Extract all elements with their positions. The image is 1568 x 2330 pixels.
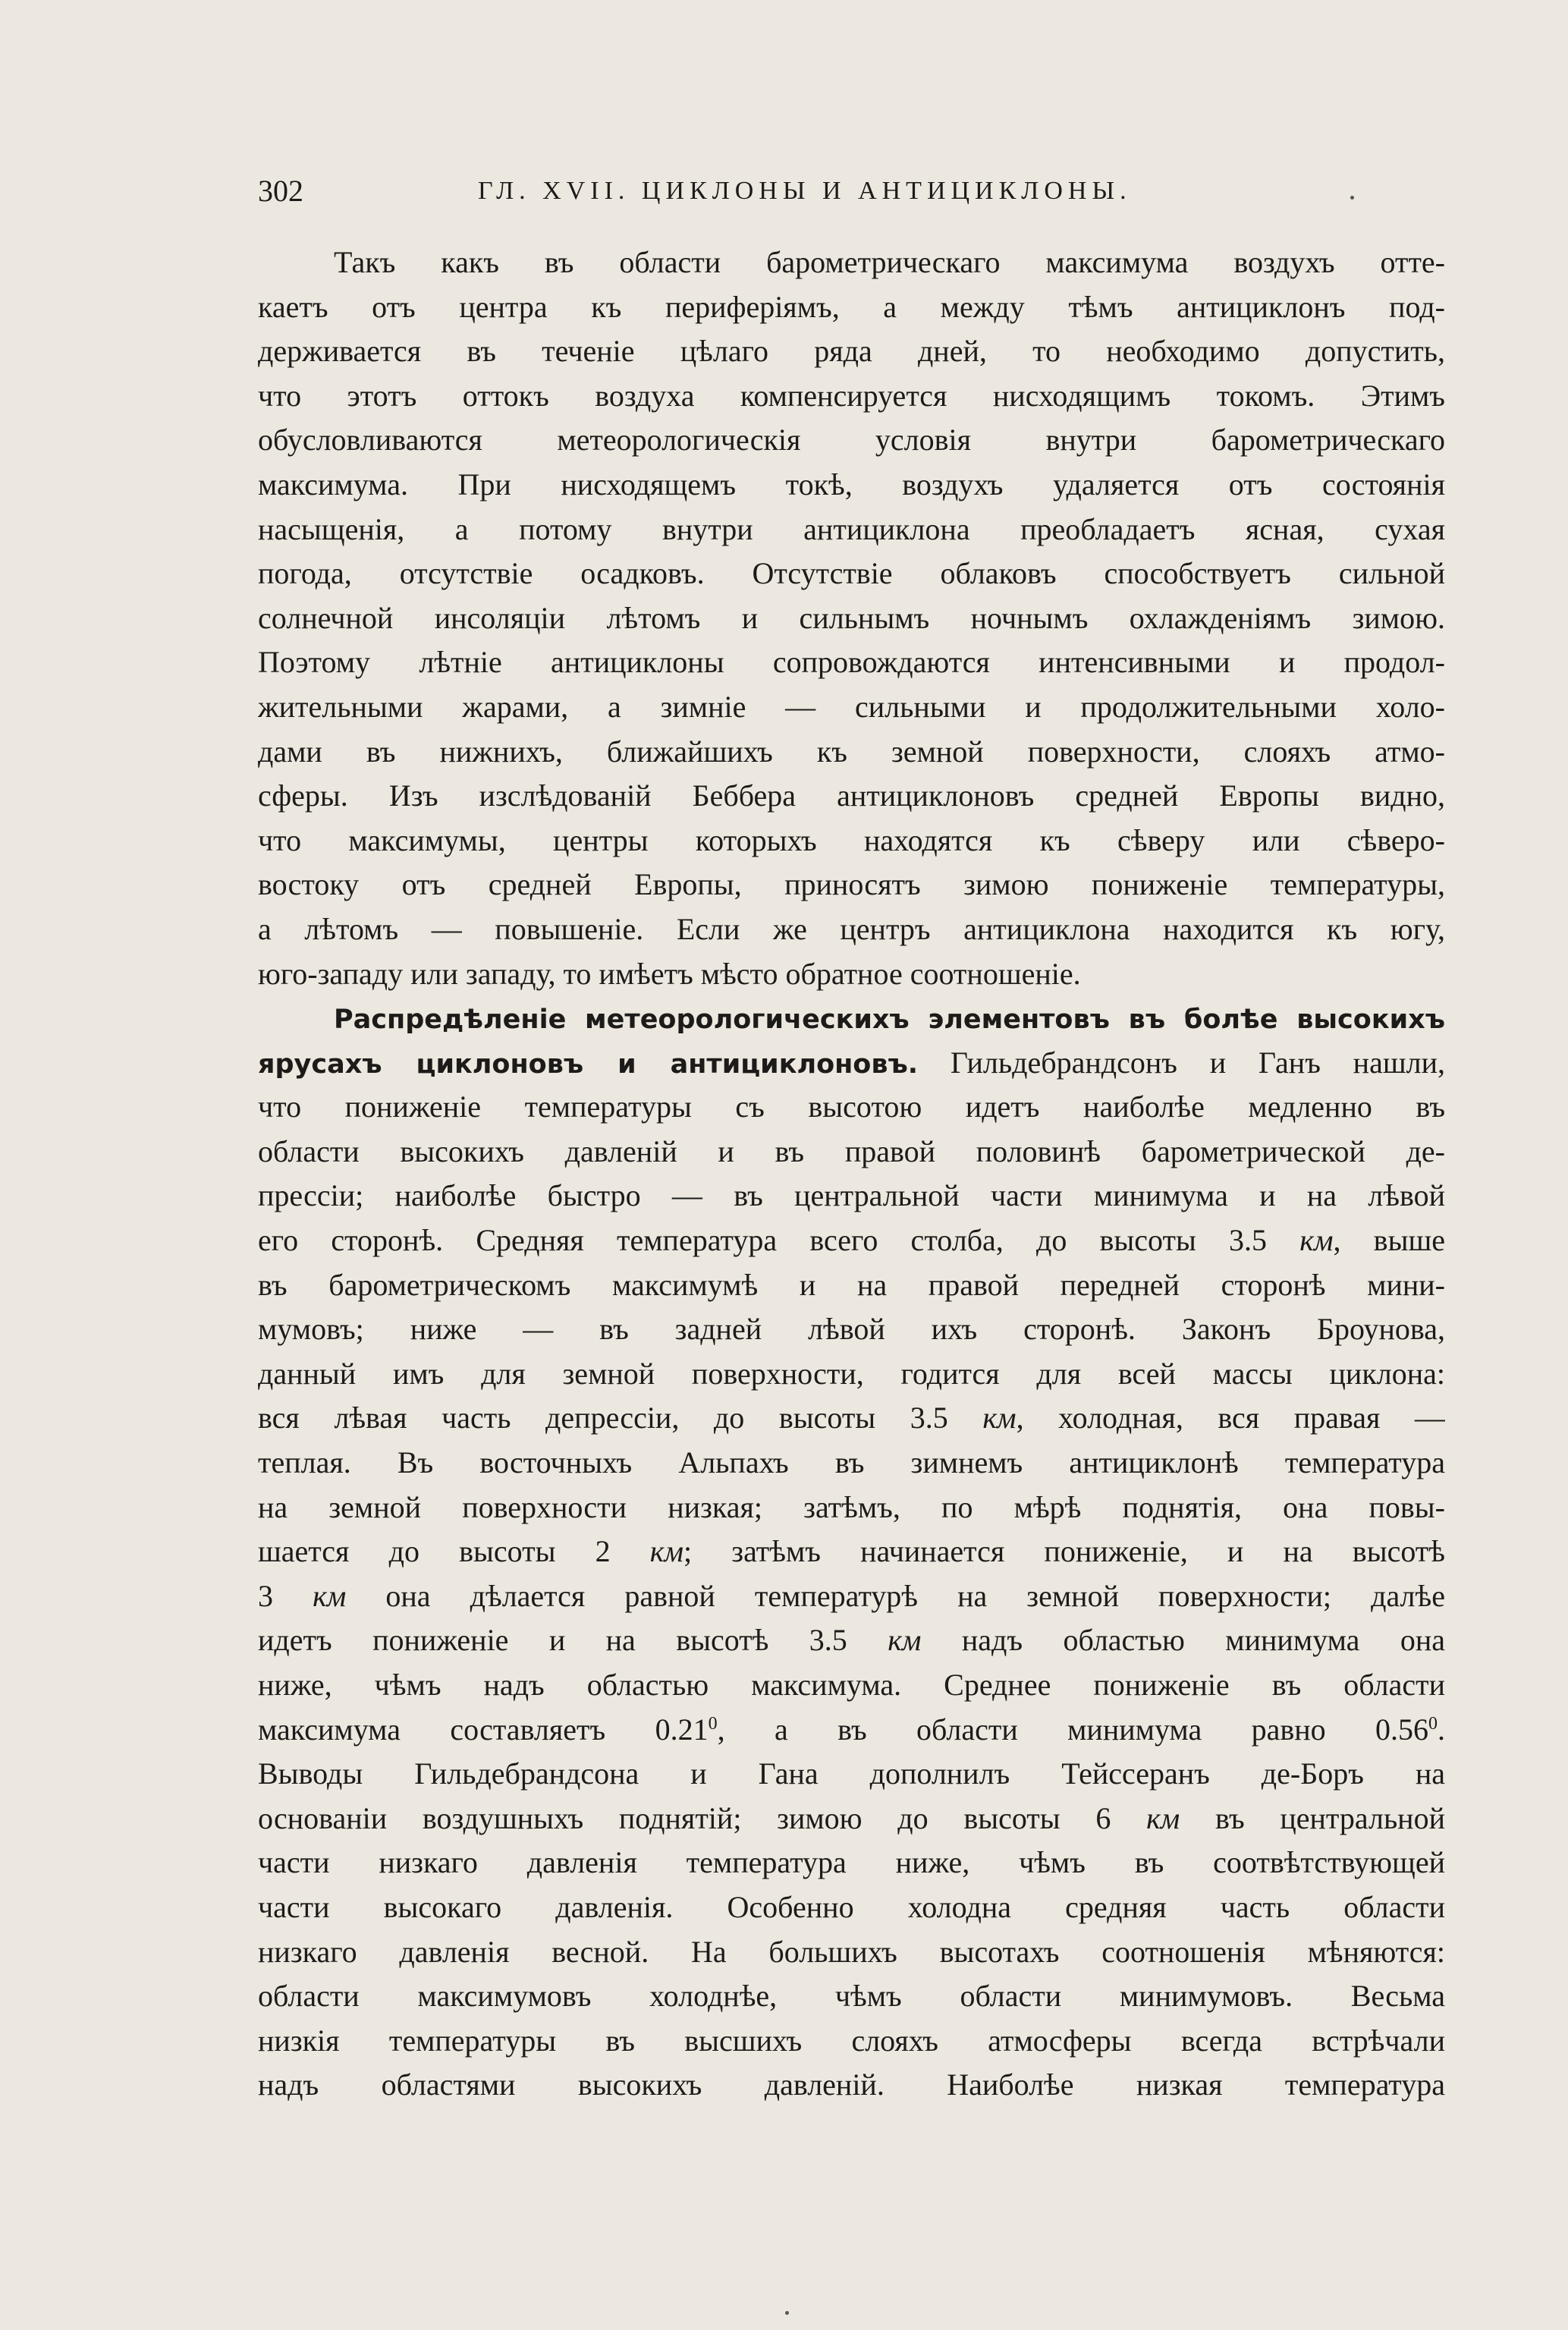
text-line: Выводы Гильдебрандсона и Гана дополнилъ Тейссеранъ де-Боръ на bbox=[258, 1756, 1445, 1791]
text-line: что этотъ оттокъ воздуха компенсируется нисходящимъ токомъ. Этимъ bbox=[258, 378, 1445, 413]
text-line: въ барометрическомъ максимумѣ и на правой передней сторонѣ мини- bbox=[258, 1267, 1445, 1302]
text-line: дами въ нижнихъ, ближайшихъ къ земной поверхности, слояхъ атмо- bbox=[258, 734, 1445, 769]
text-line: его сторонѣ. Средняя температура всего столба, до высоты 3.5 км, выше bbox=[258, 1223, 1445, 1258]
text-line: Поэтому лѣтнiе антициклоны сопровождаются интенсивными и продол- bbox=[258, 645, 1445, 680]
text-line: части высокаго давленiя. Особенно холодна средняя часть области bbox=[258, 1889, 1445, 1924]
text-line: области высокихъ давленiй и въ правой половинѣ барометрической де- bbox=[258, 1134, 1445, 1168]
text-line: мумовъ; ниже — въ задней лѣвой ихъ сторонѣ. Законъ Броунова, bbox=[258, 1312, 1445, 1347]
section-heading-line: ярусахъ циклоновъ и антициклоновъ. Гильдебрандсонъ и Ганъ нашли, bbox=[258, 1045, 1445, 1080]
paper-speck bbox=[1350, 196, 1354, 200]
text-line: юго-западу или западу, то имѣетъ мѣсто обратное соотношенiе. bbox=[258, 956, 1081, 991]
text-line: 3 км она дѣлается равной температурѣ на земной поверхности; далѣе bbox=[258, 1578, 1445, 1613]
text-line: прессiи; наиболѣе быстро — въ центральной части минимума и на лѣвой bbox=[258, 1178, 1445, 1213]
paper-speck bbox=[785, 2311, 789, 2315]
text-line: насыщенiя, а потому внутри антициклона преобладаетъ ясная, сухая bbox=[258, 511, 1445, 546]
section-heading-line: Распредѣленiе метеорологическихъ элементовъ въ болѣе высокихъ bbox=[334, 1005, 1445, 1036]
body-text bbox=[258, 241, 1445, 2108]
text-line: низкiя температуры въ высшихъ слояхъ атмосферы всегда встрѣчали bbox=[258, 2023, 1445, 2058]
text-line: шается до высоты 2 км; затѣмъ начинается пониженiе, и на высотѣ bbox=[258, 1534, 1445, 1569]
text-line: ниже, чѣмъ надъ областью максимума. Среднее пониженiе въ области bbox=[258, 1668, 1445, 1702]
text-line: низкаго давленiя весной. На большихъ высотахъ соотношенiя мѣняются: bbox=[258, 1934, 1445, 1969]
text-line: надъ областями высокихъ давленiй. Наиболѣе низкая температура bbox=[258, 2067, 1445, 2102]
text-line: части низкаго давленiя температура ниже, чѣмъ въ соотвѣтствующей bbox=[258, 1845, 1445, 1880]
running-title: ГЛ. XVII. ЦИКЛОНЫ И АНТИЦИКЛОНЫ. bbox=[478, 177, 1132, 205]
text-line: погода, отсутствiе осадковъ. Отсутствiе облаковъ способствуетъ сильной bbox=[258, 556, 1445, 591]
page-header bbox=[258, 173, 1434, 209]
text-line: области максимумовъ холоднѣе, чѣмъ области минимумовъ. Весьма bbox=[258, 1979, 1445, 2014]
text-line: теплая. Въ восточныхъ Альпахъ въ зимнемъ антициклонѣ температура bbox=[258, 1445, 1445, 1480]
text-line: востоку отъ средней Европы, приносятъ зимою пониженiе температуры, bbox=[258, 867, 1445, 902]
text-line: солнечной инсоляцiи лѣтомъ и сильнымъ ночнымъ охлажденiямъ зимою. bbox=[258, 600, 1445, 635]
text-line: жительными жарами, а зимнiе — сильными и продолжительными холо- bbox=[258, 689, 1445, 724]
text-line: максимума. При нисходящемъ токѣ, воздухъ удаляется отъ состоянiя bbox=[258, 467, 1445, 502]
text-line: вся лѣвая часть депрессiи, до высоты 3.5 км, холодная, вся правая — bbox=[258, 1401, 1445, 1435]
text-line: обусловливаются метеорологическiя условiя внутри барометрическаго bbox=[258, 423, 1445, 458]
text-line: максимума составляетъ 0.21$^0$, а въ области минимума равно 0.56$^0$. bbox=[258, 1712, 1445, 1747]
page-number: 302 bbox=[258, 174, 303, 208]
text-line: сферы. Изъ изслѣдованiй Беббера антициклоновъ средней Европы видно, bbox=[258, 778, 1445, 813]
text-line: Такъ какъ въ области барометрическаго максимума воздухъ отте- bbox=[334, 245, 1445, 279]
text-line: основанiи воздушныхъ поднятiй; зимою до высоты 6 км въ центральной bbox=[258, 1800, 1445, 1835]
text-line: идетъ пониженiе и на высотѣ 3.5 км надъ областью минимума она bbox=[258, 1623, 1445, 1658]
text-line: каетъ отъ центра къ периферiямъ, а между тѣмъ антициклонъ под- bbox=[258, 289, 1445, 324]
text-line: держивается въ теченiе цѣлаго ряда дней, то необходимо допустить, bbox=[258, 334, 1445, 369]
text-line: а лѣтомъ — повышенiе. Если же центръ антициклона находится къ югу, bbox=[258, 911, 1445, 946]
text-line: на земной поверхности низкая; затѣмъ, по мѣрѣ поднятiя, она повы- bbox=[258, 1489, 1445, 1524]
text-line: что пониженiе температуры съ высотою идетъ наиболѣе медленно въ bbox=[258, 1090, 1445, 1124]
text-line: что максимумы, центры которыхъ находятся къ сѣверу или сѣверо- bbox=[258, 822, 1445, 857]
text-line: данный имъ для земной поверхности, годится для всей массы циклона: bbox=[258, 1356, 1445, 1391]
